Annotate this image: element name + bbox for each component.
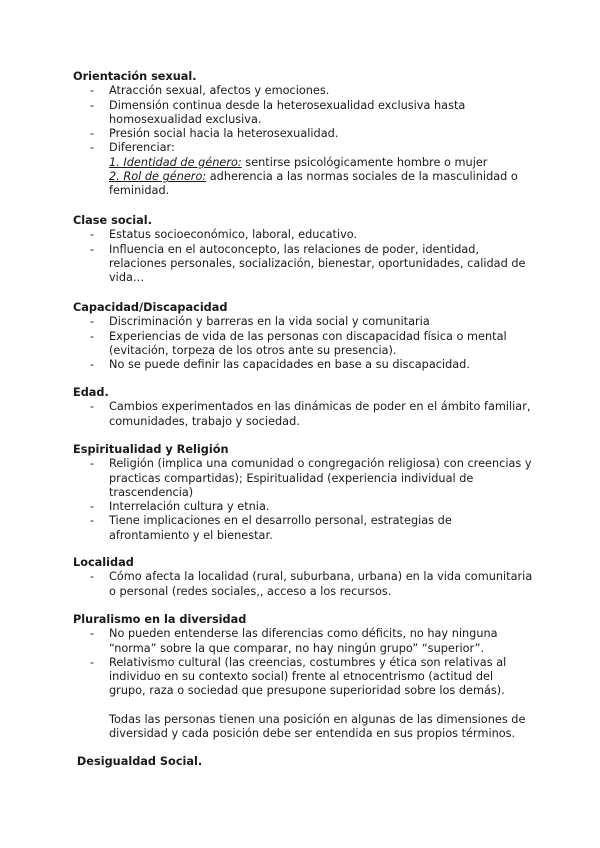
section-clase-social	[73, 214, 533, 285]
bullet-list	[73, 228, 533, 285]
list-item: - Tiene implicaciones en el desarrollo personal, estrategias de afrontamiento y el bienestar.	[73, 514, 533, 543]
list-item: - Cambios experimentados en las dinámicas de poder en el ámbito familiar, comunidades, trabajo y sociedad.	[73, 400, 533, 429]
list-item: - Presión social hacia la heterosexualidad.	[73, 127, 533, 141]
sub-item-term: 1. Identidad de género:	[109, 155, 242, 169]
list-item: - Dimensión continua desde la heterosexualidad exclusiva hasta homosexualidad exclusiva.	[73, 99, 533, 128]
sub-item-text: sentirse psicológicamente hombre o mujer	[241, 155, 488, 169]
list-item: - Estatus socioeconómico, laboral, educativo.	[73, 228, 533, 242]
section-heading: Orientación sexual.	[73, 70, 197, 83]
list-item: - Relativismo cultural (las creencias, costumbres y ética son relativas al individuo en su contexto social) frente al etnocentrismo (actitud del grupo, raza o sociedad que presupone superioridad sobre los demás).	[73, 656, 533, 699]
sub-item-text: adherencia a las normas sociales de la masculinidad o feminidad.	[109, 170, 518, 198]
list-item: - Influencia en el autoconcepto, las relaciones de poder, identidad, relaciones personales, socialización, bienestar, oportunidades, calidad de vida…	[73, 243, 533, 286]
section-localidad	[73, 556, 533, 599]
bullet-list	[73, 457, 533, 543]
sub-item-term: 2. Rol de género:	[109, 170, 207, 184]
section-heading: Pluralismo en la diversidad	[73, 613, 247, 626]
list-item: - No pueden entenderse las diferencias como déficits, no hay ninguna “norma” sobre la que comparar, no hay ningún grupo” “superior”.	[73, 627, 533, 656]
section-capacidad	[73, 301, 533, 372]
section-orientacion-sexual	[73, 70, 533, 199]
bullet-list	[73, 84, 533, 155]
section-heading: Edad.	[73, 386, 109, 399]
section-heading: Capacidad/Discapacidad	[73, 301, 228, 314]
section-heading: Espiritualidad y Religión	[73, 443, 229, 456]
bullet-list	[73, 627, 533, 698]
section-note: Todas las personas tienen una posición en algunas de las dimensiones de diversidad y cada posición debe ser entendida en sus propios términos.	[109, 712, 526, 741]
section-edad	[73, 386, 533, 429]
bullet-list	[73, 570, 533, 599]
sub-item-rol	[73, 170, 533, 199]
sub-item-identidad	[73, 156, 533, 170]
bullet-list	[73, 400, 533, 429]
list-item: - Interrelación cultura y etnia.	[73, 500, 533, 514]
section-desigualdad	[73, 755, 533, 769]
section-heading: Localidad	[73, 556, 134, 569]
list-item: - Cómo afecta la localidad (rural, suburbana, urbana) en la vida comunitaria o personal (redes sociales,, acceso a los recursos.	[73, 570, 533, 599]
list-item: - Discriminación y barreras en la vida social y comunitaria	[73, 315, 533, 329]
section-pluralismo	[73, 613, 533, 741]
bullet-list	[73, 315, 533, 372]
section-espiritualidad	[73, 443, 533, 543]
list-item: - No se puede definir las capacidades en base a su discapacidad.	[73, 358, 533, 372]
list-item: - Atracción sexual, afectos y emociones.	[73, 84, 533, 98]
list-item: - Diferenciar:	[73, 141, 533, 155]
section-heading: Desigualdad Social.	[73, 755, 203, 768]
list-item: - Experiencias de vida de las personas con discapacidad física o mental (evitación, torpeza de los otros ante su presencia).	[73, 330, 533, 359]
list-item: - Religión (implica una comunidad o congregación religiosa) con creencias y practicas compartidas); Espiritualidad (experiencia individual de trascendencia)	[73, 457, 533, 500]
section-heading: Clase social.	[73, 214, 152, 227]
